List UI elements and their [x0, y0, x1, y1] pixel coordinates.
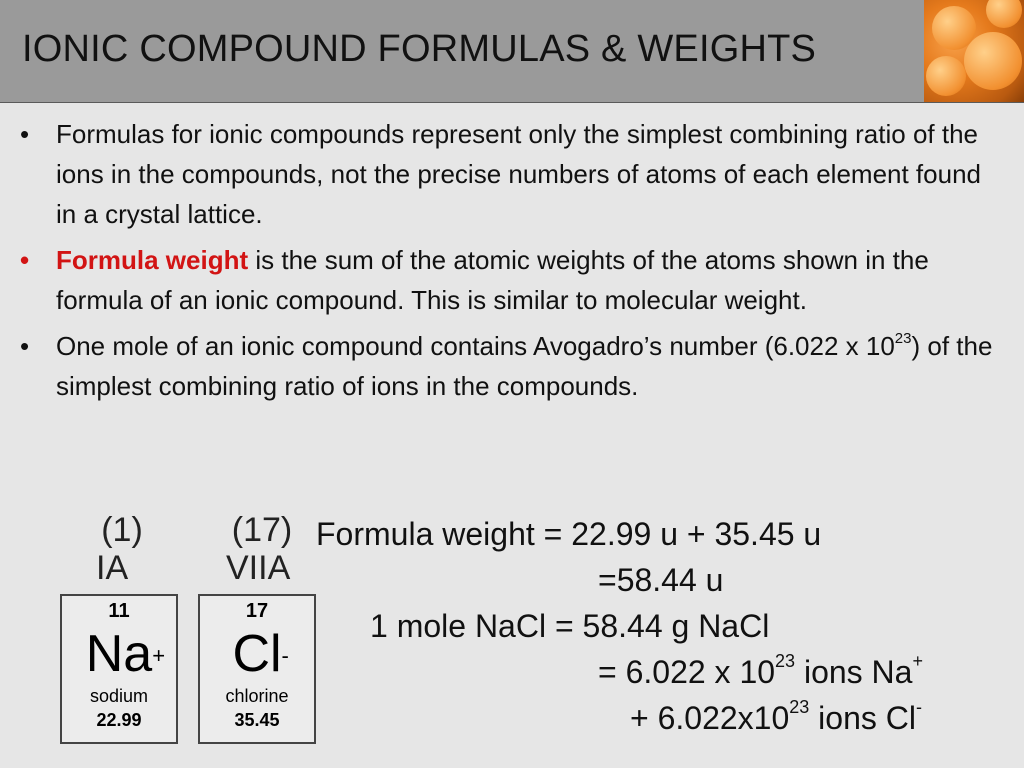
calc-line-result: =58.44 u: [598, 562, 724, 598]
atomic-number: 11: [108, 600, 130, 622]
exponent: 23: [775, 651, 796, 672]
bullet-text: Formulas for ionic compounds represent only the simplest combining ratio of the ions in the compounds, not the precise numbers of atoms of each element found in a crystal lattice.: [56, 119, 981, 229]
bullet-marker: •: [20, 331, 30, 361]
group-roman: VIIA: [226, 549, 291, 587]
sodium-element-cell: [60, 594, 178, 744]
chlorine-group-label: [222, 512, 302, 588]
title-bar: [0, 0, 1024, 103]
ion-charge: +: [912, 651, 923, 672]
element-symbol: [200, 624, 314, 684]
exponent: 23: [789, 697, 810, 718]
calc-line-formula-weight: Formula weight = 22.99 u + 35.45 u: [316, 516, 822, 552]
bullet-text: is the sum of the atomic weights of the atoms shown in the formula of an ionic compound. This is similar to molecular weight.: [56, 245, 929, 315]
bullet-item: [0, 114, 1000, 234]
atomic-number: 17: [245, 600, 269, 622]
group-roman: IA: [96, 549, 129, 587]
element-symbol: [62, 624, 176, 684]
ion-charge: +: [152, 643, 166, 668]
bullet-list: [0, 114, 1000, 412]
element-name: sodium: [89, 686, 149, 706]
bullet-marker: •: [20, 119, 30, 149]
symbol-text: Cl: [232, 625, 282, 683]
bullet-text: One mole of an ionic compound contains Avogadro’s number (6.022 x 10: [56, 331, 895, 361]
calc-line-mole: 1 mole NaCl = 58.44 g NaCl: [370, 608, 770, 644]
sodium-group-label: [82, 512, 162, 588]
slide-title: IONIC COMPOUND FORMULAS & WEIGHTS: [22, 28, 817, 70]
element-name: chlorine: [225, 686, 289, 706]
symbol-text: Na: [85, 625, 153, 683]
calc-line-cl-ions: [630, 697, 922, 737]
bullet-text: ) of the simplest combining ratio of ions in the compounds.: [56, 331, 993, 401]
calc-text: + 6.022x10: [630, 700, 790, 736]
group-number: (1): [101, 511, 143, 549]
atomic-mass: 22.99: [96, 710, 142, 730]
calc-text: ions Cl: [809, 700, 916, 736]
calc-text: ions Na: [795, 654, 913, 690]
bullet-marker: •: [20, 245, 30, 275]
exponent: 23: [894, 330, 912, 348]
orange-pills-image: [924, 0, 1024, 102]
chlorine-element-cell: [198, 594, 316, 744]
atomic-mass: 35.45: [234, 710, 280, 730]
ion-charge: -: [915, 697, 922, 718]
ion-charge: -: [281, 643, 289, 668]
calc-line-na-ions: [598, 651, 923, 691]
bullet-item: [0, 326, 1000, 406]
formula-weight-term: Formula weight: [56, 245, 249, 275]
group-number: (17): [231, 511, 293, 549]
calc-text: = 6.022 x 10: [598, 654, 776, 690]
bullet-item: [0, 240, 1000, 320]
